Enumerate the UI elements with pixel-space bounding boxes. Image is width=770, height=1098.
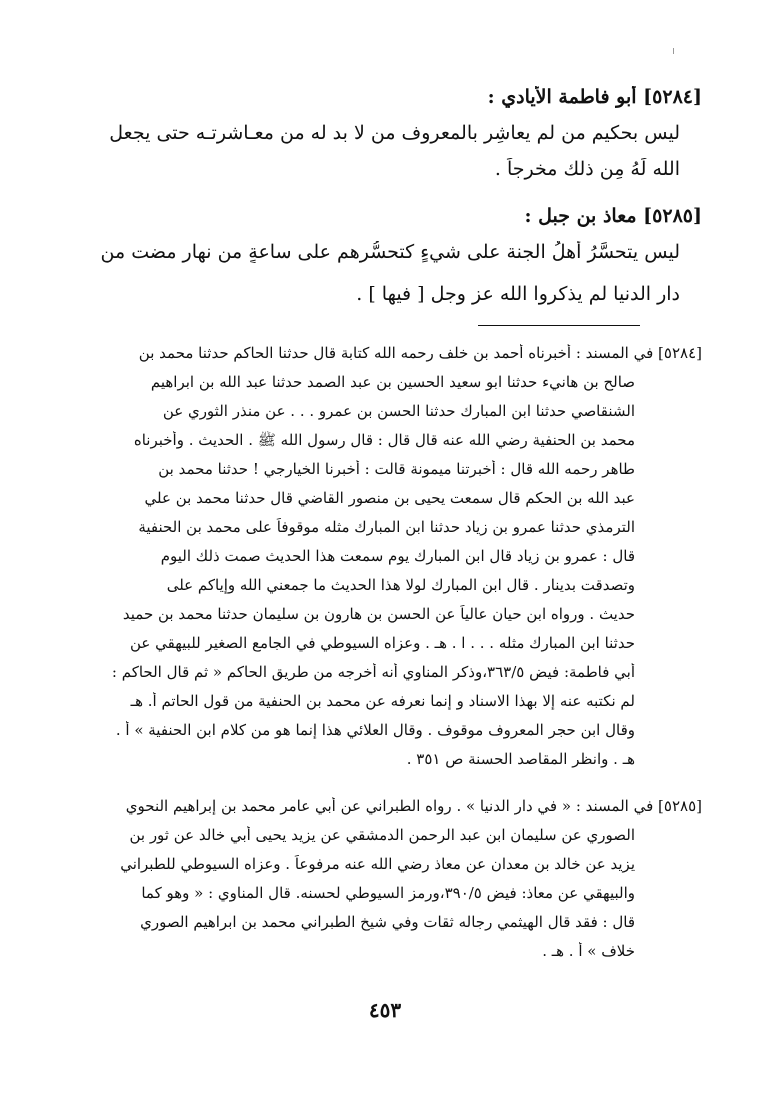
footnote-separator [478,325,640,326]
footnote-line: صالح بن هانيء حدثنا ابو سعيد الحسين بن عبد الصمد حدثنا عبد الله بن ابراهيم [150,373,635,391]
footnote-line: طاهر رحمه الله قال : أخبرتنا ميمونة قالت : أخبرنا الخيارجي ! حدثنا محمد بن [158,460,635,478]
scan-mark [673,48,674,54]
entry-text-line: دار الدنيا لم يذكروا الله عز وجل [ فيها ] . [356,283,680,305]
entry-heading-5285: [٥٢٨٥] معاذ بن جبل : [524,205,702,227]
footnote-line: محمد بن الحنفية رضي الله عنه قال قال : قال رسول الله ﷺ . الحديث . وأخبرناه [133,431,635,449]
footnote-line: حديث . ورواه ابن حيان عالياً عن الحسن بن هارون بن سليمان حدثنا محمد بن حميد [122,605,635,623]
footnote-line: الشنقاصي حدثنا ابن المبارك حدثنا الحسن بن عمرو . . . عن منذر الثوري عن [162,402,635,420]
footnote-line: خلاف » أ . هـ . [542,942,635,960]
footnote-line: قال : عمرو بن زياد قال ابن المبارك يوم سمعت هذا الحديث صمت ذلك اليوم [160,547,635,565]
footnote-line: هـ . وانظر المقاصد الحسنة ص ٣٥١ . [406,750,635,768]
page-number: ٤٥٣ [368,998,402,1022]
footnote-line: [٥٢٨٤] في المسند : أخبرناه أحمد بن خلف رحمه الله كتابة قال حدثنا الحاكم حدثنا محمد بن [138,344,702,362]
footnote-line: وقال ابن حجر المعروف موقوف . وقال العلائي هذا إنما هو من كلام ابن الحنفية » أ . [115,721,635,739]
footnote-line: لم نكتبه عنه إلا بهذا الاسناد و إنما نعرفه عن محمد بن الحنفية من قول الحاتم أ. هـ [130,692,635,710]
footnote-line: [٥٢٨٥] في المسند : « في دار الدنيا » . رواه الطبراني عن أبي عامر محمد بن إبراهيم النحوي [125,797,702,815]
entry-text-line: ليس يتحسَّرُ أهلُ الجنة على شيءٍ كتحسُّرهم على ساعةٍ من نهار مضت من [100,241,680,263]
footnote-line: أبي فاطمة: فيض ٣٦٣/٥،وذكر المناوي أنه أخرجه من طريق الحاكم « ثم قال الحاكم : [111,663,635,681]
footnote-line: الصوري عن سليمان ابن عبد الرحمن الدمشقي عن يزيد يحيى أبي خالد عن ثور بن [129,826,635,844]
footnote-line: عبد الله بن الحكم قال سمعت يحيى بن منصور القاضي قال حدثنا محمد بن علي [144,489,635,507]
footnote-line: قال : فقد قال الهيثمي رجاله ثقات وفي شيخ الطبراني محمد بن ابراهيم الصوري [140,913,635,931]
footnote-line: حدثنا ابن المبارك مثله . . . ا . هـ . وعزاه السيوطي في الجامع الصغير للبيهقي عن [130,634,635,652]
entry-text-line: ليس بحكيم من لم يعاشِر بالمعروف من لا بد له من معـاشرتـه حتى يجعل [109,122,680,144]
footnote-line: وتصدقت بدينار . قال ابن المبارك لولا هذا الحديث ما جمعني الله وإياكم على [166,576,635,594]
entry-heading-5284: [٥٢٨٤] أبو فاطمة الأيادي : [487,86,702,108]
entry-text-line: الله لَهُ مِن ذلك مخرجاً . [494,158,680,180]
footnote-line: والبيهقي عن معاذ: فيض ٣٩٠/٥،ورمز السيوطي لحسنه. قال المناوي : « وهو كما [141,884,635,902]
footnote-line: الترمذي حدثنا عمرو بن زياد حدثنا ابن المبارك مثله موقوفاً على محمد بن الحنفية [138,518,635,536]
footnote-line: يزيد عن خالد بن معدان عن معاذ رضي الله عنه مرفوعاً . وعزاه السيوطي للطبراني [120,855,635,873]
